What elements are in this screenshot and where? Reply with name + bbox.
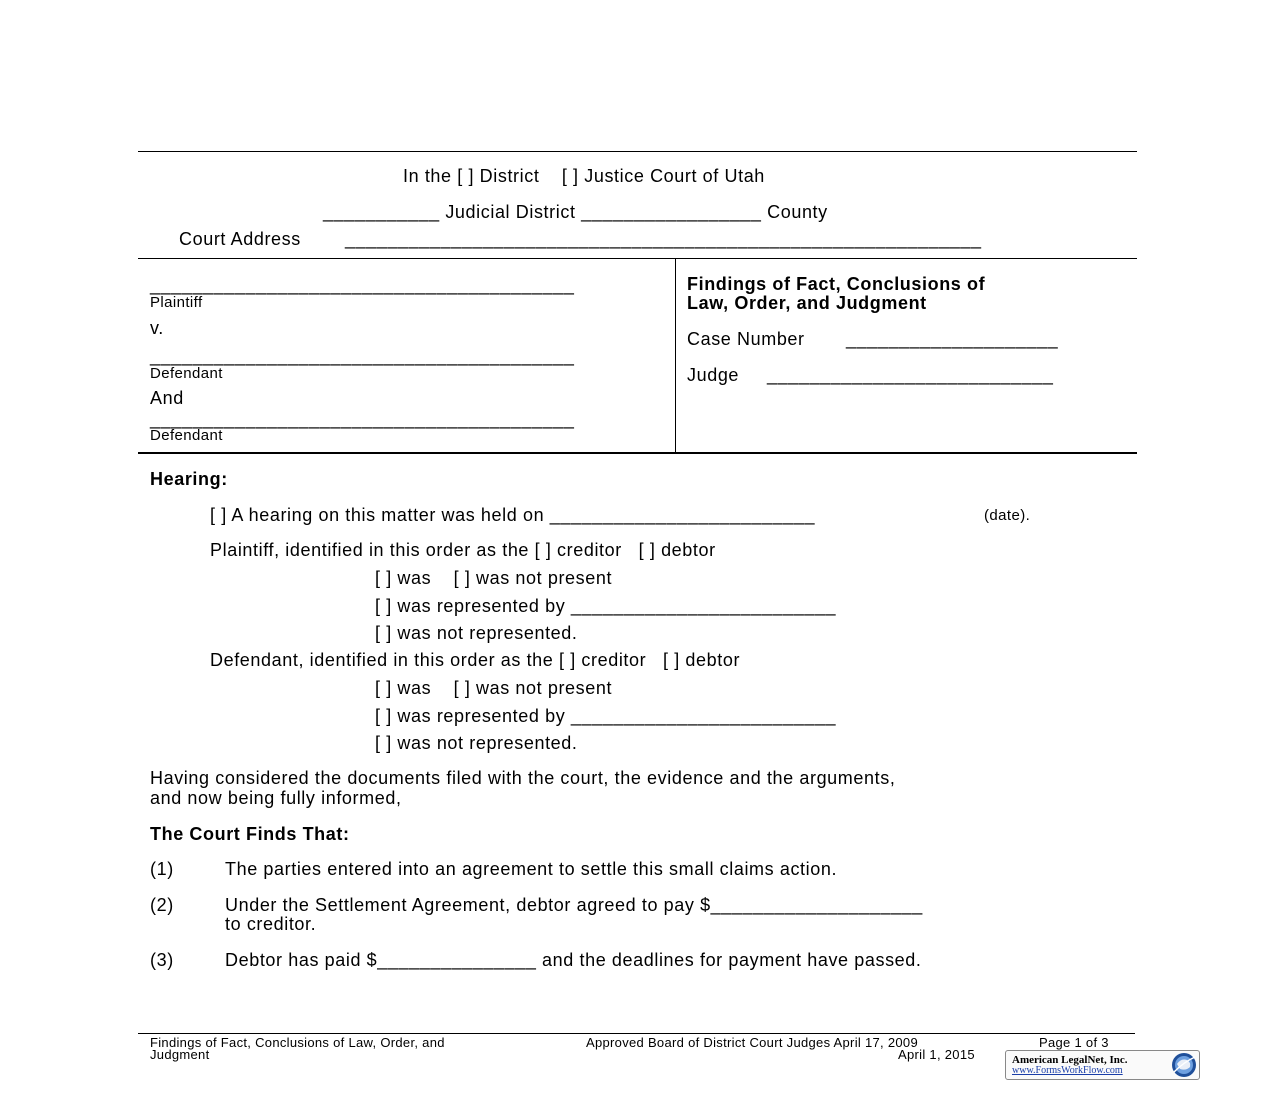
finding-text-continued: to creditor.: [225, 914, 317, 934]
finding-text: Debtor has paid $_______________ and the deadlines for payment have passed.: [225, 950, 922, 970]
hearing-date-label: (date).: [984, 507, 1031, 524]
caption-bottom-rule: [138, 452, 1137, 454]
globe-icon: [1171, 1052, 1197, 1078]
court-address-label: Court Address: [179, 229, 301, 249]
versus-label: v.: [150, 318, 164, 338]
finding-text: The parties entered into an agreement to settle this small claims action.: [225, 859, 838, 879]
considered-line2: and now being fully informed,: [150, 788, 402, 808]
caption-top-rule: [138, 258, 1137, 259]
findings-heading: The Court Finds That:: [150, 824, 350, 844]
american-legalnet-logo[interactable]: [1005, 1050, 1200, 1080]
court-line: In the [ ] District [ ] Justice Court of Utah: [403, 166, 765, 186]
defendant2-label: Defendant: [150, 427, 223, 444]
case-number-label: Case Number: [687, 329, 805, 349]
defendant-not-represented-line: [ ] was not represented.: [375, 733, 578, 753]
defendant-role-line: Defendant, identified in this order as the [ ] creditor [ ] debtor: [210, 650, 741, 670]
considered-line1: Having considered the documents filed with the court, the evidence and the arguments,: [150, 768, 896, 788]
finding-number: (3): [150, 950, 174, 970]
hearing-heading: Hearing:: [150, 469, 228, 489]
footer-title-line1: Findings of Fact, Conclusions of Law, Order, and: [150, 1035, 445, 1050]
document-title-line1: Findings of Fact, Conclusions of: [687, 274, 986, 294]
finding-number: (2): [150, 895, 174, 915]
defendant-name-blank: ________________________________________: [150, 346, 575, 366]
logo-company-name: American LegalNet, Inc.: [1012, 1054, 1128, 1066]
defendant-represented-line: [ ] was represented by _________________________: [375, 706, 837, 726]
plaintiff-name-blank: ________________________________________: [150, 275, 575, 295]
judge-label: Judge: [687, 365, 740, 385]
defendant2-name-blank: ________________________________________: [150, 409, 575, 429]
plaintiff-role-line: Plaintiff, identified in this order as the [ ] creditor [ ] debtor: [210, 540, 716, 560]
plaintiff-represented-line: [ ] was represented by _________________________: [375, 596, 837, 616]
footer-approved: Approved Board of District Court Judges April 17, 2009: [586, 1035, 918, 1050]
top-rule: [138, 151, 1137, 152]
document-title-line2: Law, Order, and Judgment: [687, 293, 927, 313]
footer-title-line2: Judgment: [150, 1047, 210, 1062]
plaintiff-not-represented-line: [ ] was not represented.: [375, 623, 578, 643]
court-address-blank: ____________________________________________________________: [345, 229, 982, 249]
finding-text: Under the Settlement Agreement, debtor agreed to pay $____________________: [225, 895, 923, 915]
finding-number: (1): [150, 859, 174, 879]
judge-blank: ___________________________: [767, 365, 1054, 385]
district-line: ___________ Judicial District _________________ County: [323, 202, 828, 222]
caption-divider: [675, 258, 676, 453]
defendant-presence-line: [ ] was [ ] was not present: [375, 678, 613, 698]
logo-website-link[interactable]: www.FormsWorkFlow.com: [1012, 1065, 1123, 1076]
footer-revised: April 1, 2015: [898, 1047, 975, 1062]
plaintiff-label: Plaintiff: [150, 294, 203, 311]
defendant-label: Defendant: [150, 365, 223, 382]
case-number-blank: ____________________: [846, 329, 1059, 349]
footer-page-number: Page 1 of 3: [1039, 1035, 1109, 1050]
and-label: And: [150, 388, 184, 408]
hearing-held-line: [ ] A hearing on this matter was held on _________________________: [210, 505, 816, 525]
plaintiff-presence-line: [ ] was [ ] was not present: [375, 568, 613, 588]
footer-rule: [138, 1033, 1135, 1034]
